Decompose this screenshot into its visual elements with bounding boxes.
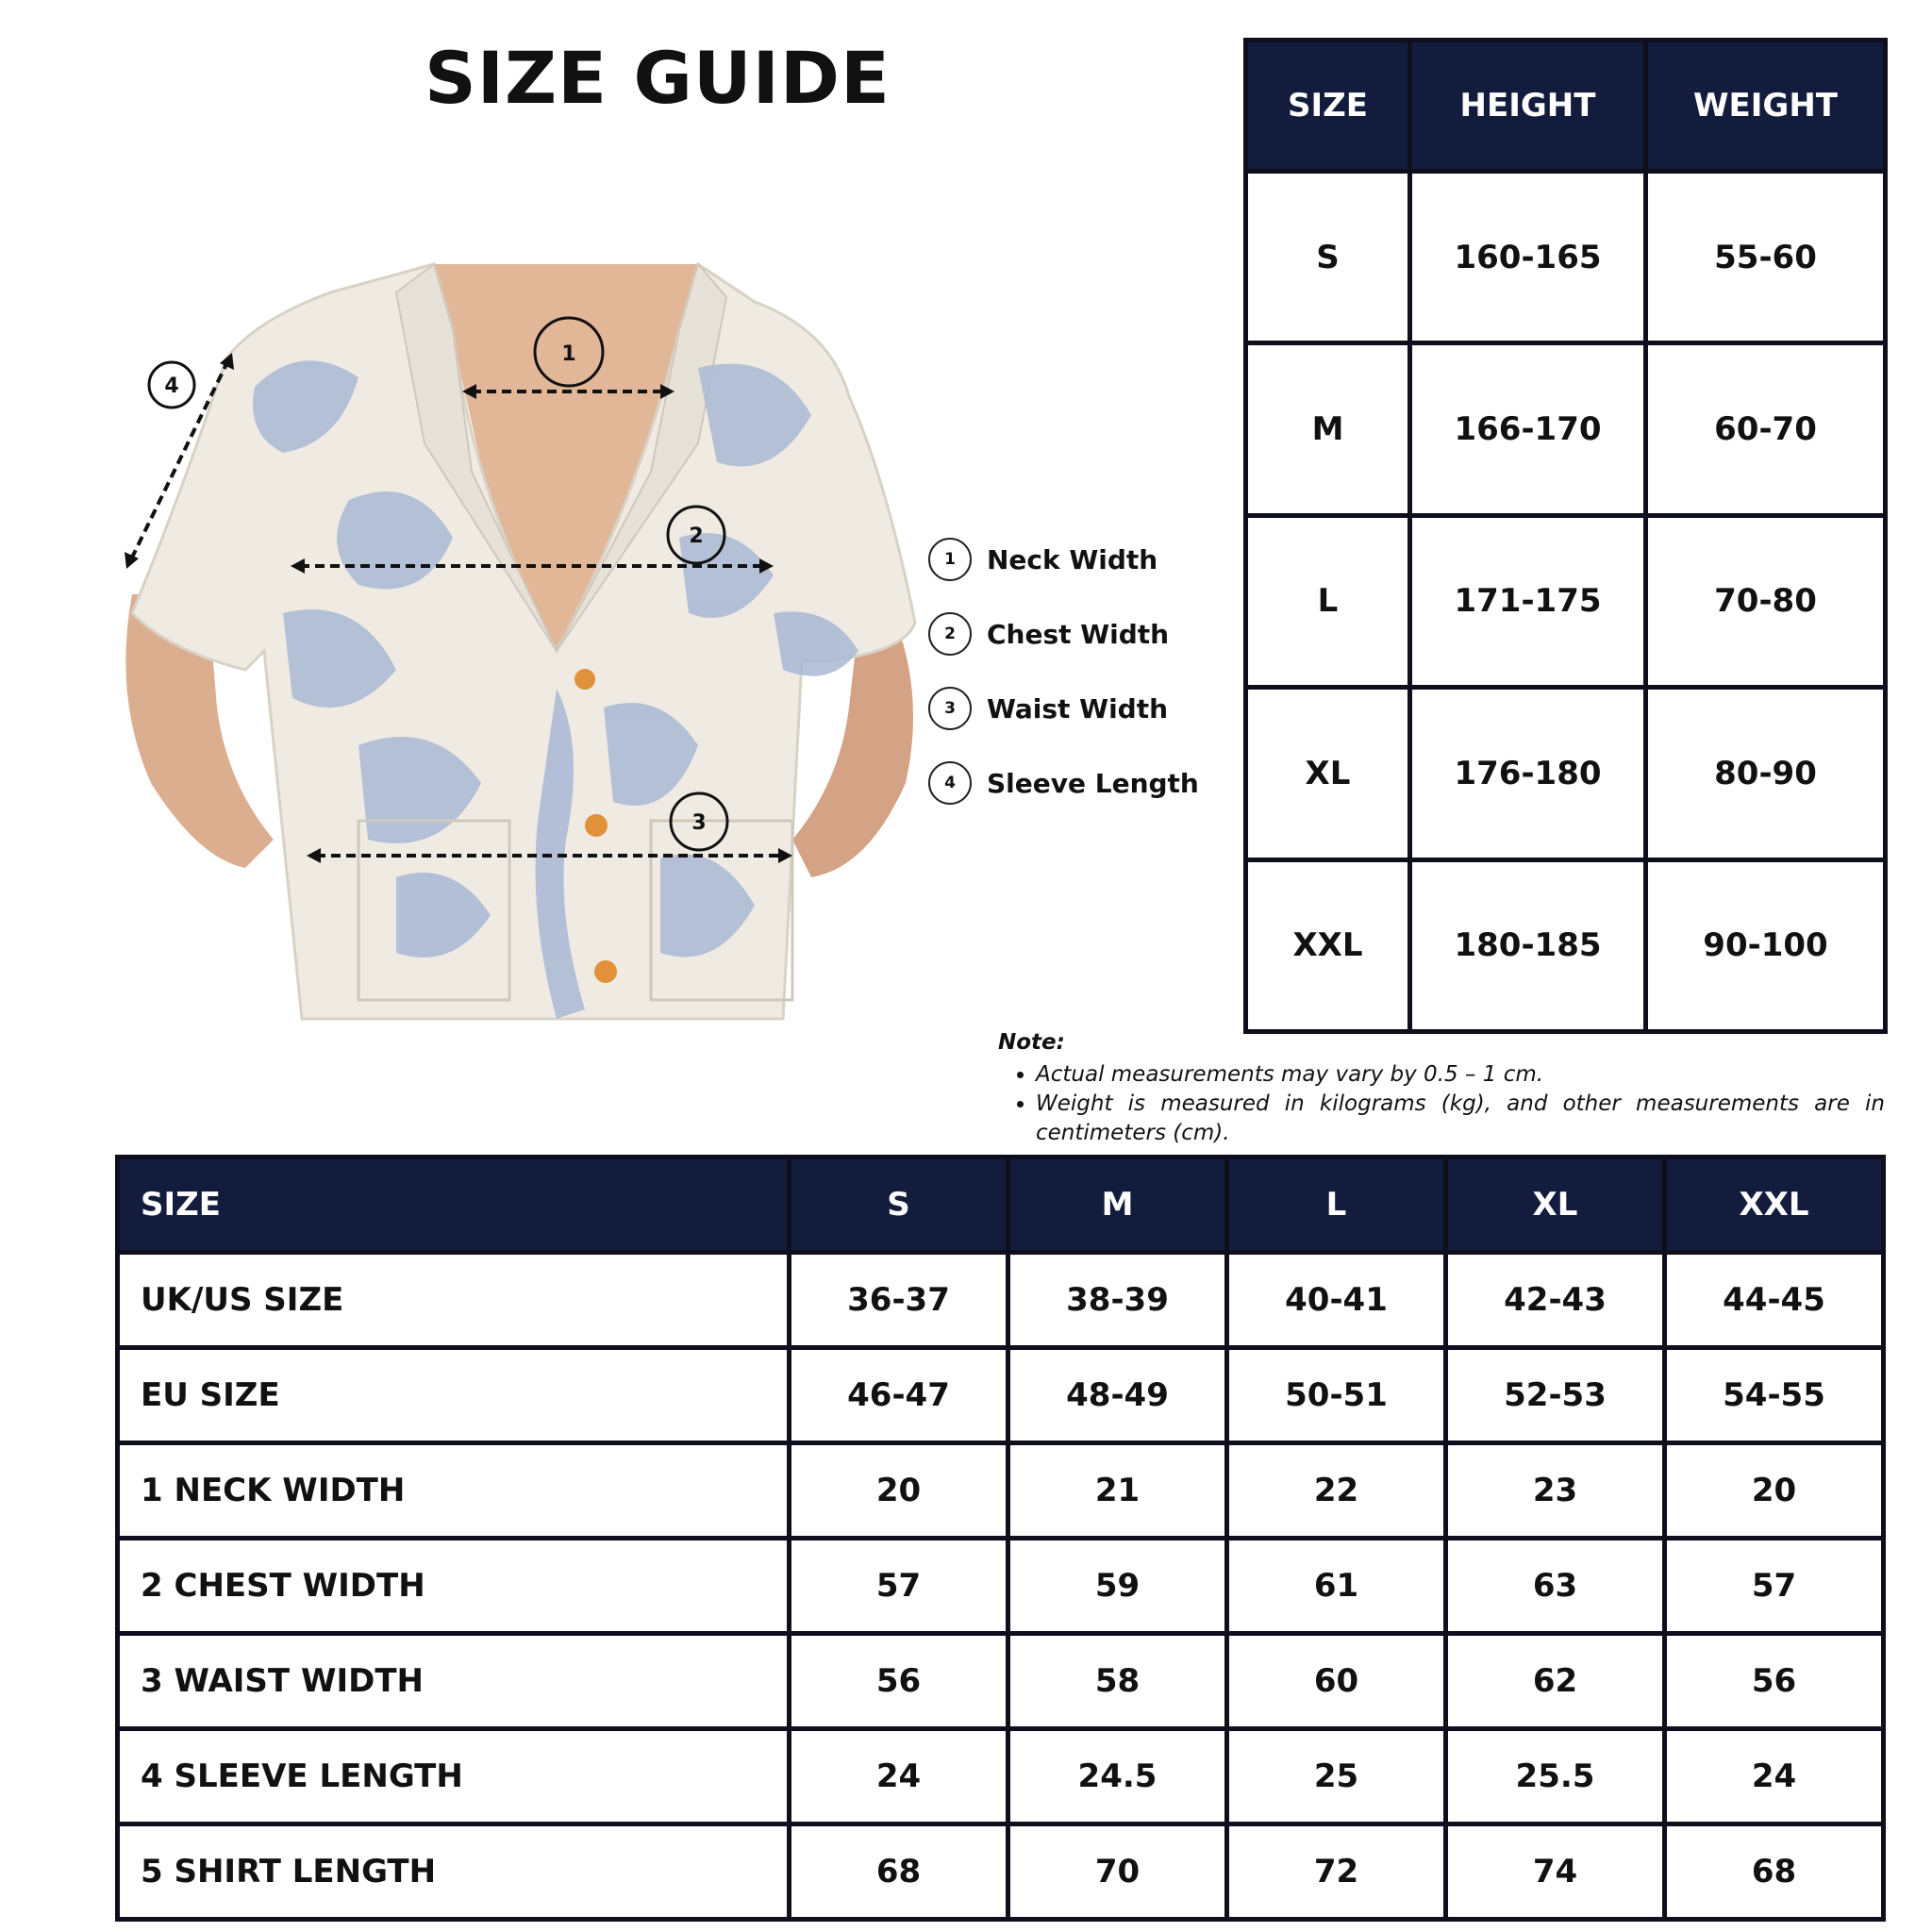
legend-label: Chest Width	[987, 618, 1170, 650]
table-cell: 60	[1227, 1634, 1446, 1729]
table-cell: 24.5	[1008, 1729, 1227, 1824]
table-cell: 176-180	[1410, 688, 1646, 859]
table-header-row	[1246, 41, 1886, 172]
note-list	[998, 1060, 1885, 1148]
legend-label: Neck Width	[987, 543, 1158, 575]
column-header: WEIGHT	[1646, 41, 1886, 172]
table-cell: 52-53	[1446, 1348, 1665, 1443]
row-label: UK/US SIZE	[118, 1253, 790, 1348]
table-cell: 160-165	[1410, 172, 1646, 343]
column-header: S	[790, 1158, 1008, 1253]
table-cell: M	[1246, 343, 1410, 515]
table-row	[1246, 172, 1886, 343]
table-cell: 21	[1008, 1443, 1227, 1539]
row-label: 2 CHEST WIDTH	[118, 1539, 790, 1634]
table-cell: 57	[1665, 1539, 1884, 1634]
row-label: 5 SHIRT LENGTH	[118, 1824, 790, 1920]
table-row	[1246, 343, 1886, 515]
shirt-button	[594, 960, 617, 983]
marker-4	[149, 362, 194, 408]
row-label: EU SIZE	[118, 1348, 790, 1443]
table-row	[118, 1634, 1884, 1729]
row-label: 3 WAIST WIDTH	[118, 1634, 790, 1729]
table-cell: 70	[1008, 1824, 1227, 1920]
table-cell: L	[1246, 515, 1410, 687]
table-cell: 58	[1008, 1634, 1227, 1729]
column-header: SIZE	[118, 1158, 790, 1253]
table-cell: 55-60	[1646, 172, 1886, 343]
table-cell: 42-43	[1446, 1253, 1665, 1348]
note-item: • Actual measurements may vary by 0.5 – 1 cm.	[1036, 1060, 1885, 1090]
table-cell: 22	[1227, 1443, 1446, 1539]
measurement-note	[998, 1030, 1885, 1148]
table-cell: 61	[1227, 1539, 1446, 1634]
table-cell: 44-45	[1665, 1253, 1884, 1348]
row-label: 1 NECK WIDTH	[118, 1443, 790, 1539]
table-cell: 56	[790, 1634, 1008, 1729]
shirt-illustration	[113, 255, 924, 1028]
shirt-diagram	[113, 255, 924, 1028]
table-cell: 25.5	[1446, 1729, 1665, 1824]
table-cell: 74	[1446, 1824, 1665, 1920]
legend-item-sleeve-length	[928, 758, 1211, 808]
legend-item-chest-width	[928, 609, 1211, 658]
table-cell: 63	[1446, 1539, 1665, 1634]
column-header: HEIGHT	[1410, 41, 1646, 172]
legend-label: Waist Width	[987, 692, 1169, 724]
column-header: M	[1008, 1158, 1227, 1253]
table-cell: 57	[790, 1539, 1008, 1634]
note-label: Note:	[998, 1030, 1065, 1055]
table-row	[1246, 515, 1886, 687]
table-row	[118, 1824, 1884, 1920]
table-cell: XXL	[1246, 859, 1410, 1031]
table-cell: 68	[790, 1824, 1008, 1920]
size-chart-table	[115, 1155, 1886, 1922]
table-cell: 80-90	[1646, 688, 1886, 859]
table-row	[118, 1253, 1884, 1348]
table-cell: S	[1246, 172, 1410, 343]
table-cell: 50-51	[1227, 1348, 1446, 1443]
table-cell: 60-70	[1646, 343, 1886, 515]
note-item: • Weight is measured in kilograms (kg), and other measurements are in centimeters (cm).	[1036, 1090, 1885, 1148]
svg-text:4: 4	[164, 375, 179, 398]
table-cell: 59	[1008, 1539, 1227, 1634]
table-cell: 40-41	[1227, 1253, 1446, 1348]
column-header: XXL	[1665, 1158, 1884, 1253]
table-cell: 24	[1665, 1729, 1884, 1824]
legend-label: Sleeve Length	[987, 767, 1199, 799]
legend-number: 4	[928, 761, 972, 805]
svg-text:1: 1	[561, 342, 576, 366]
legend-number: 2	[928, 612, 972, 656]
table-cell: 171-175	[1410, 515, 1646, 687]
table-cell: 180-185	[1410, 859, 1646, 1031]
table-cell: 24	[790, 1729, 1008, 1824]
svg-text:3: 3	[691, 811, 707, 835]
svg-text:2: 2	[689, 525, 704, 548]
page-title: SIZE GUIDE	[425, 36, 891, 120]
column-header: L	[1227, 1158, 1446, 1253]
table-row	[1246, 859, 1886, 1031]
shirt-button	[575, 669, 595, 690]
table-row	[118, 1443, 1884, 1539]
legend-item-neck-width	[928, 535, 1211, 584]
column-header: SIZE	[1246, 41, 1410, 172]
legend-number: 3	[928, 687, 972, 730]
shirt-button	[585, 814, 608, 837]
table-cell: 56	[1665, 1634, 1884, 1729]
table-cell: 72	[1227, 1824, 1446, 1920]
row-label: 4 SLEEVE LENGTH	[118, 1729, 790, 1824]
legend-item-waist-width	[928, 684, 1211, 733]
table-cell: 23	[1446, 1443, 1665, 1539]
table-cell: 20	[1665, 1443, 1884, 1539]
measurement-legend	[928, 535, 1211, 833]
table-row	[1246, 688, 1886, 859]
table-row	[118, 1348, 1884, 1443]
legend-number: 1	[928, 538, 972, 581]
table-cell: 70-80	[1646, 515, 1886, 687]
table-cell: 46-47	[790, 1348, 1008, 1443]
table-cell: 62	[1446, 1634, 1665, 1729]
table-cell: 48-49	[1008, 1348, 1227, 1443]
table-cell: 25	[1227, 1729, 1446, 1824]
table-row	[118, 1729, 1884, 1824]
table-cell: 54-55	[1665, 1348, 1884, 1443]
table-header-row	[118, 1158, 1884, 1253]
table-cell: 36-37	[790, 1253, 1008, 1348]
table-cell: 20	[790, 1443, 1008, 1539]
height-weight-table	[1243, 38, 1888, 1034]
table-cell: 90-100	[1646, 859, 1886, 1031]
table-row	[118, 1539, 1884, 1634]
table-cell: 38-39	[1008, 1253, 1227, 1348]
table-cell: XL	[1246, 688, 1410, 859]
table-cell: 166-170	[1410, 343, 1646, 515]
column-header: XL	[1446, 1158, 1665, 1253]
table-cell: 68	[1665, 1824, 1884, 1920]
